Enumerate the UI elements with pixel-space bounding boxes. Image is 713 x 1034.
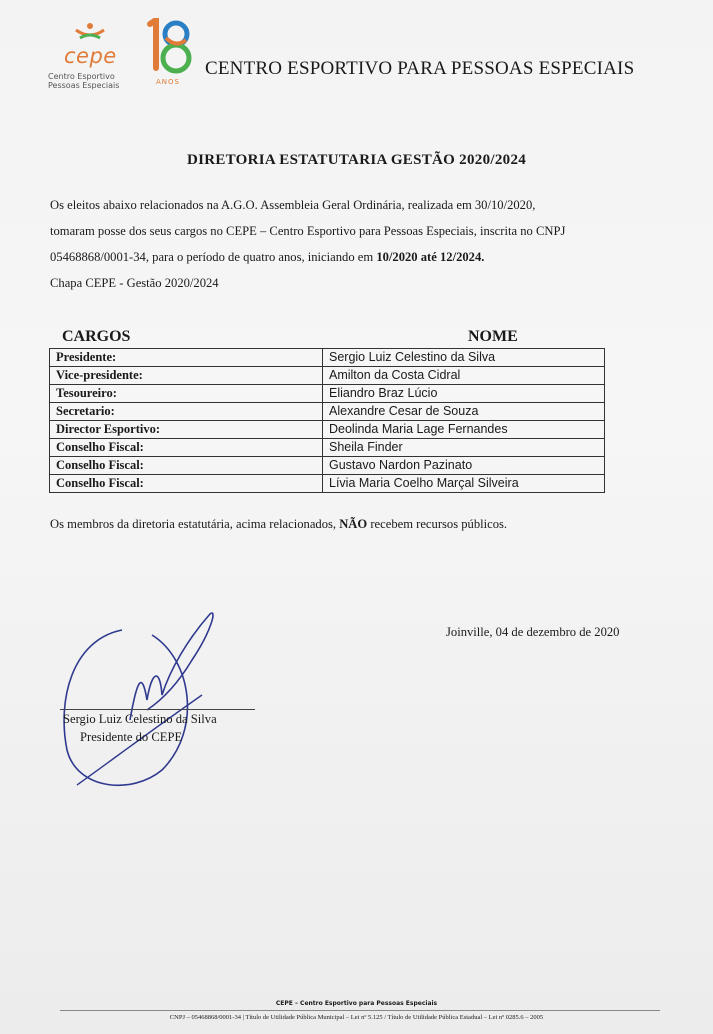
- anniversary-logo: [140, 18, 198, 92]
- public-funds-note: [50, 517, 670, 532]
- nome-cell: Sergio Luiz Celestino da Silva: [323, 349, 605, 367]
- signer-name: Sergio Luiz Celestino da Silva: [63, 712, 217, 726]
- eighteen-years-icon: [140, 18, 198, 78]
- nome-cell: Amilton da Costa Cidral: [323, 367, 605, 385]
- note-text-after: recebem recursos públicos.: [367, 517, 508, 531]
- note-emphasis: NÃO: [339, 517, 368, 531]
- table-row: [50, 421, 605, 439]
- nome-cell: Sheila Finder: [323, 439, 605, 457]
- footer-org-line: CEPE – Centro Esportivo para Pessoas Especiais: [275, 1000, 438, 1007]
- signature-line: [60, 709, 255, 710]
- signer-role: Presidente do CEPE: [80, 730, 183, 744]
- logo-subtitle-2: Pessoas Especiais: [48, 81, 120, 90]
- table-row: [50, 403, 605, 421]
- intro-line-4: Chapa CEPE - Gestão 2020/2024: [50, 276, 219, 290]
- cargo-cell: Secretario:: [50, 403, 323, 421]
- document-title: DIRETORIA ESTATUTARIA GESTÃO 2020/2024: [186, 152, 527, 168]
- place-date: Joinville, 04 de dezembro de 2020: [446, 625, 620, 639]
- cargo-cell: Director Esportivo:: [50, 421, 323, 439]
- cargo-cell: Presidente:: [50, 349, 323, 367]
- column-header-nome: NOME: [468, 328, 518, 345]
- footer-registry-line: CNPJ – 05468868/0001-34 | Título de Utilidade Pública Municipal – Lei nº 5.125 / Título de Utilidade Pública Estadual – Lei nº 0285.6 – 2005: [169, 1014, 544, 1021]
- cargo-cell: Tesoureiro:: [50, 385, 323, 403]
- table-row: [50, 367, 605, 385]
- table-row: [50, 475, 605, 493]
- intro-paragraph: [50, 192, 660, 296]
- anniversary-word: ANOS: [156, 78, 180, 86]
- nome-cell: Eliandro Braz Lúcio: [323, 385, 605, 403]
- nome-cell: Deolinda Maria Lage Fernandes: [323, 421, 605, 439]
- table-row: [50, 349, 605, 367]
- cepe-figure-icon: [70, 22, 110, 46]
- intro-line-2: tomaram posse dos seus cargos no CEPE – Centro Esportivo para Pessoas Especiais, inscrita no CNPJ: [50, 224, 566, 238]
- nome-cell: Lívia Maria Coelho Marçal Silveira: [323, 475, 605, 493]
- table-row: [50, 385, 605, 403]
- footer-divider: [60, 1010, 660, 1011]
- nome-cell: Gustavo Nardon Pazinato: [323, 457, 605, 475]
- board-table: [49, 348, 605, 493]
- organization-title: CENTRO ESPORTIVO PARA PESSOAS ESPECIAIS: [205, 58, 635, 79]
- logo-word: cepe: [64, 44, 117, 68]
- table-row: [50, 457, 605, 475]
- cargo-cell: Conselho Fiscal:: [50, 475, 323, 493]
- cargo-cell: Conselho Fiscal:: [50, 457, 323, 475]
- intro-line-3-text: 05468868/0001-34, para o período de quatro anos, iniciando em: [50, 250, 377, 264]
- logo-subtitle-1: Centro Esportivo: [48, 72, 115, 81]
- table-row: [50, 439, 605, 457]
- cargo-cell: Conselho Fiscal:: [50, 439, 323, 457]
- term-period: 10/2020 até 12/2024.: [376, 250, 485, 264]
- intro-line-3: [50, 244, 660, 270]
- nome-cell: Alexandre Cesar de Souza: [323, 403, 605, 421]
- cepe-logo: [46, 20, 136, 100]
- cargo-cell: Vice-presidente:: [50, 367, 323, 385]
- note-text-before: Os membros da diretoria estatutária, acima relacionados,: [50, 517, 340, 531]
- handwritten-signature: [52, 600, 232, 800]
- column-header-cargos: CARGOS: [62, 328, 131, 345]
- intro-line-1: Os eleitos abaixo relacionados na A.G.O. Assembleia Geral Ordinária, realizada em 30/10/2020,: [50, 198, 536, 212]
